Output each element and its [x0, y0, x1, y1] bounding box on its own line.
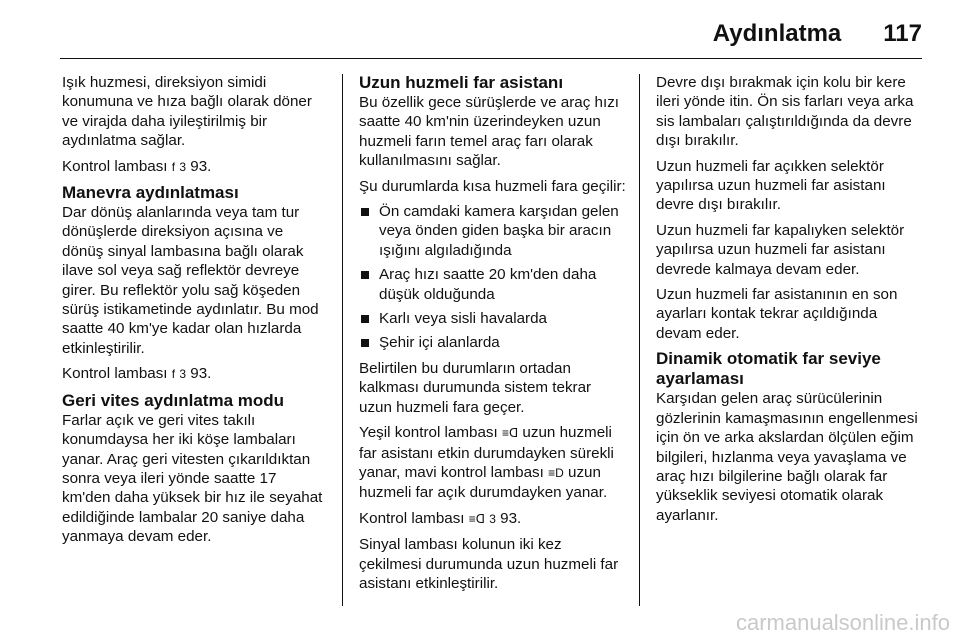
list-item: Karlı veya sisli havalarda — [359, 309, 627, 328]
page-number: 117 — [883, 20, 922, 47]
column-right — [656, 73, 926, 531]
reactivation-paragraph: Belirtilen bu durumların ortadan kalkması durumunda sistem tekrar uzun huzmeli fara geçer. — [359, 359, 592, 416]
column-middle — [359, 73, 627, 599]
page-header — [60, 14, 922, 54]
column-divider — [342, 74, 343, 606]
cornering-light-icon: f — [171, 159, 176, 174]
bullet-icon — [361, 315, 369, 323]
conditions-list — [359, 202, 627, 353]
column-divider — [639, 74, 640, 606]
watermark: carmanualsonline.info — [735, 610, 950, 635]
page-link[interactable]: 93. — [190, 157, 212, 175]
flash-on-paragraph: Uzun huzmeli far açıkken selektör yapılırsa uzun huzmeli far asistanı devre dışı bırakılır. — [656, 157, 886, 214]
section-heading-reverse: Geri vites aydınlatma modu — [62, 390, 285, 410]
bullet-icon — [361, 271, 369, 279]
activation-paragraph: Sinyal lambası kolunun iki kez çekilmesi durumunda uzun huzmeli far asistanı etkinleştirilir. — [359, 536, 619, 592]
high-beam-assist-icon: ≡ᗡ — [501, 426, 519, 441]
bullet-icon — [361, 339, 369, 347]
control-lamp-reference: Kontrol lambası f 3 93. — [62, 365, 212, 383]
cornering-paragraph: Dar dönüş alanlarında veya tam tur dönüşlerde direksiyon açısına ve dönüş sinyal lambasına bağlı olarak ilave sol veya sağ reflektör devreye girer. Bu reflektör yolu sağ köşeden sürüş istikametinde aydınlatır. Bu mod saatte 40 km'ye kadar olan hızlarda etkinleştirilir. — [62, 204, 319, 357]
deactivation-paragraph: Devre dışı bırakmak için kolu bir kere ileri yönde itin. Ön sis farları veya arka sis lambaları çalıştırıldığında da devre dışı bırakılır. — [656, 74, 914, 150]
list-item: Ön camdaki kamera karşıdan gelen veya önden giden başka bir aracın ışığını algıladığında — [359, 202, 627, 260]
page-reference-arrow-icon: 3 — [179, 367, 187, 382]
list-item: Araç hızı saatte 20 km'den daha düşük olduğunda — [359, 265, 627, 304]
indicator-lamps-paragraph: Yeşil kontrol lambası ≡ᗡ uzun huzmeli far asistanı etkin durumdayken sürekli yanar, mavi kontrol lambası ≡D uzun huzmeli far açık durumdayken yanar. — [359, 424, 614, 502]
flash-off-paragraph: Uzun huzmeli far kapalıyken selektör yapılırsa uzun huzmeli far asistanı devrede kalmaya devam eder. — [656, 221, 905, 278]
page-reference-arrow-icon: 3 — [489, 511, 496, 526]
settings-retained-paragraph: Uzun huzmeli far asistanının en son ayarları kontak tekrar açıldığında devam eder. — [656, 286, 898, 342]
page-reference-arrow-icon: 3 — [179, 159, 187, 174]
bullet-icon — [361, 208, 369, 216]
section-heading-high-beam-assist: Uzun huzmeli far asistanı — [359, 73, 564, 92]
page-link[interactable]: 93. — [190, 365, 212, 383]
cornering-light-icon: f — [171, 367, 176, 382]
header-divider — [60, 58, 922, 59]
control-lamp-reference: Kontrol lambası ≡ᗡ 3 93. — [359, 509, 522, 527]
page-link[interactable]: 93. — [500, 509, 522, 527]
column-left — [62, 73, 328, 553]
section-heading-dynamic-leveling: Dinamik otomatik far seviye ayarlaması — [656, 349, 881, 389]
list-item: Şehir içi alanlarda — [359, 333, 627, 352]
high-beam-assist-icon: ≡ᗡ — [468, 511, 485, 526]
conditions-intro: Şu durumlarda kısa huzmeli fara geçilir: — [359, 177, 626, 195]
dynamic-leveling-paragraph: Karşıdan gelen araç sürücülerinin gözlerinin kamaşmasının engellenmesi için ön ve arka akslardan ölçülen eğim bilgileri, hızlanma veya yavaşlama ve araç hızı bilgilerine bağlı olarak far yükseklik seviyesi otomatik olarak ayarlanır. — [656, 390, 918, 524]
page-title: Aydınlatma — [712, 20, 842, 47]
control-lamp-reference: Kontrol lambası f 3 93. — [62, 157, 212, 175]
intro-paragraph: Işık huzmesi, direksiyon simidi konumuna ve hıza bağlı olarak döner ve virajda daha iyileştirilmiş bir aydınlatma sağlar. — [62, 74, 312, 150]
high-beam-assist-paragraph: Bu özellik gece sürüşlerde ve araç hızı saatte 40 km'nin üzerindeyken uzun huzmeli farın temel araç farı olarak kullanılmasını sağlar. — [359, 94, 620, 170]
high-beam-icon: ≡D — [548, 465, 564, 480]
reverse-paragraph: Farlar açık ve geri vites takılı konumdaysa her iki köşe lambaları yanar. Araç geri vitesten çıkarıldıktan sonra veya ileri yönde saatte 17 km'den daha yüksek bir hız ile seyahat edildiğinde lambalar 20 saniye daha yanmaya devam eder. — [62, 411, 323, 546]
section-heading-cornering: Manevra aydınlatması — [62, 183, 239, 203]
